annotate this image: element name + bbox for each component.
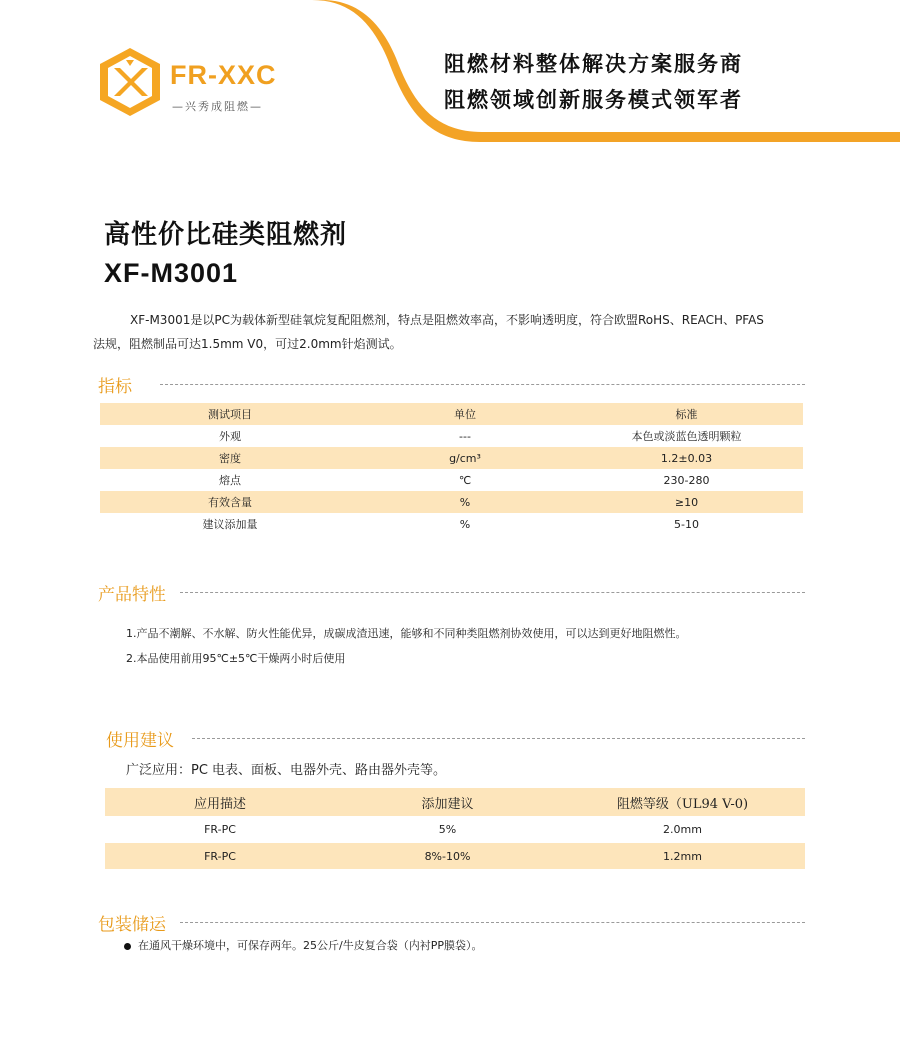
logo-text: FR-XXC: [170, 60, 277, 90]
fr-xxc-logo-icon: [98, 46, 162, 118]
section-title-storage: 包装储运: [98, 915, 166, 935]
table-row: [100, 425, 803, 447]
section-title-features: 产品特性: [98, 585, 166, 605]
spec-cell: ---: [459, 429, 471, 443]
slogan-line-1: 阻燃材料整体解决方案服务商: [444, 52, 743, 76]
app-header-dose: 添加建议: [335, 788, 560, 816]
intro-line-2: 法规，阻燃制品可达1.5mm V0，可过2.0mm针焰测试。: [93, 337, 402, 351]
table-row: [100, 447, 803, 469]
table-row: [105, 843, 805, 869]
section-divider: [160, 384, 805, 385]
spec-cell: 本色或淡蓝色透明颗粒: [631, 430, 742, 443]
feature-item-2: 2.本品使用前用95℃±5℃干燥两小时后使用: [126, 652, 346, 665]
spec-cell: ≥10: [570, 491, 803, 513]
spec-table: [100, 403, 803, 535]
section-title-specs: 指标: [98, 377, 132, 397]
table-row: [100, 469, 803, 491]
application-table: [105, 788, 805, 869]
spec-cell: 5-10: [674, 517, 699, 531]
app-header-rating: 阻燃等级（UL94 V-0): [560, 788, 805, 816]
spec-cell: %: [459, 517, 471, 531]
app-header-desc: 应用描述: [105, 788, 335, 816]
spec-cell: 熔点: [219, 474, 241, 487]
section-divider: [180, 922, 805, 923]
spec-cell: 外观: [219, 430, 241, 443]
feature-item-1: 1.产品不潮解、不水解、防火性能优异，成碳成渣迅速，能够和不同种类阻燃剂协效使用，可以达到更好地阻燃性。: [126, 627, 687, 640]
spec-cell: g/cm³: [360, 447, 570, 469]
logo-subtitle: —兴秀成阻燃—: [172, 100, 263, 113]
app-cell: 8%-10%: [335, 843, 560, 869]
table-row: [105, 816, 805, 843]
storage-text: 在通风干燥环境中，可保存两年。25公斤/牛皮复合袋（内衬PP膜袋）。: [138, 939, 483, 952]
app-cell: FR-PC: [105, 843, 335, 869]
intro-line-1: XF-M3001是以PC为载体新型硅氧烷复配阻燃剂，特点是阻燃效率高，不影响透明度，符合欧盟RoHS、REACH、PFAS: [130, 313, 764, 327]
table-row: [100, 513, 803, 535]
spec-cell: 1.2±0.03: [570, 447, 803, 469]
application-text: 广泛应用：PC 电表、面板、电器外壳、路由器外壳等。: [126, 763, 447, 778]
section-divider: [180, 592, 805, 593]
app-cell: 5%: [438, 823, 457, 836]
spec-header-standard: 标准: [570, 403, 803, 425]
storage-line: [124, 937, 482, 953]
section-divider: [192, 738, 805, 739]
product-model: XF-M3001: [104, 258, 239, 288]
section-title-usage: 使用建议: [106, 731, 174, 751]
spec-header-item: 测试项目: [100, 403, 360, 425]
spec-cell: 230-280: [663, 473, 710, 487]
spec-cell: 有效含量: [100, 491, 360, 513]
spec-cell: 密度: [100, 447, 360, 469]
slogan-line-2: 阻燃领域创新服务模式领军者: [444, 88, 743, 112]
spec-cell: ℃: [458, 473, 472, 487]
app-table-header: [105, 788, 805, 816]
table-row: [100, 491, 803, 513]
spec-header-unit: 单位: [360, 403, 570, 425]
page-title: 高性价比硅类阻燃剂: [104, 220, 348, 250]
app-cell: 2.0mm: [663, 823, 702, 836]
app-cell: 1.2mm: [560, 843, 805, 869]
app-cell: FR-PC: [204, 823, 236, 836]
spec-table-header: [100, 403, 803, 425]
spec-cell: %: [360, 491, 570, 513]
logo: [98, 46, 162, 118]
bullet-icon: [124, 943, 131, 950]
spec-cell: 建议添加量: [202, 518, 258, 531]
